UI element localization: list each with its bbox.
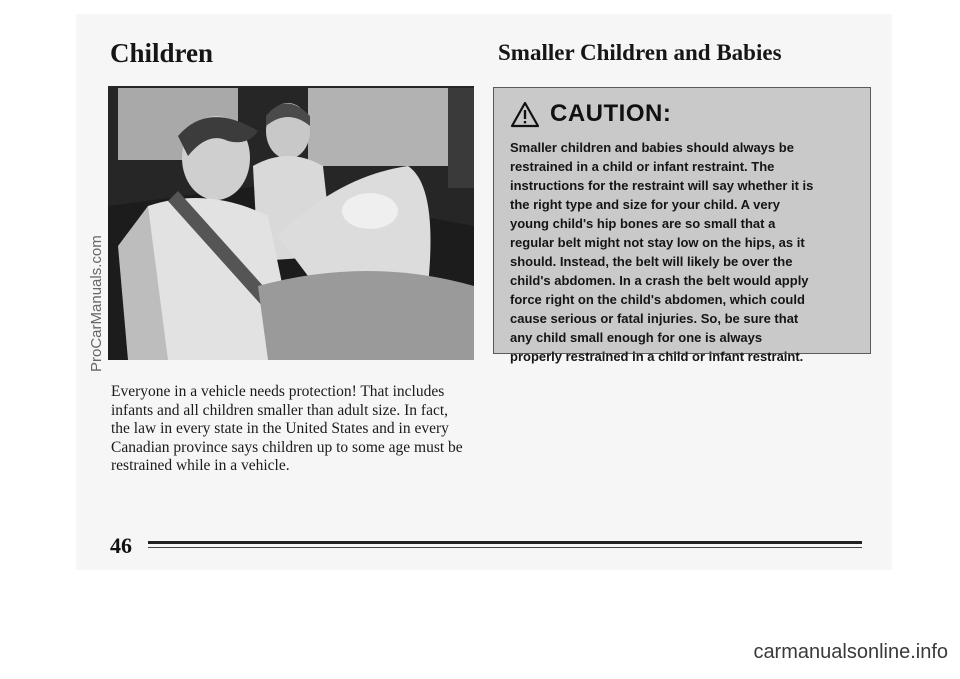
paragraph-line: Canadian province says children up to some age must be bbox=[111, 438, 463, 456]
paragraph-line: restrained while in a vehicle. bbox=[111, 457, 290, 475]
caution-header bbox=[510, 98, 671, 130]
caution-line: properly restrained in a child or infant restraint. bbox=[510, 349, 804, 364]
caution-line: the right type and size for your child. A very bbox=[510, 197, 780, 212]
caution-line: should. Instead, the belt will likely be over the bbox=[510, 254, 793, 269]
caution-line: cause serious or fatal injuries. So, be sure that bbox=[510, 311, 799, 326]
children-paragraph bbox=[111, 383, 476, 476]
caution-line: young child's hip bones are so small that a bbox=[510, 216, 776, 231]
caution-line: force right on the child's abdomen, which could bbox=[510, 292, 805, 307]
caution-line: instructions for the restraint will say whether it is bbox=[510, 178, 814, 193]
paragraph-line: the law in every state in the United States and in every bbox=[111, 420, 449, 438]
section-heading-smaller-children: Smaller Children and Babies bbox=[498, 40, 782, 65]
section-heading-children: Children bbox=[110, 38, 214, 68]
caution-text bbox=[510, 138, 864, 366]
child-seat-photo bbox=[108, 86, 474, 360]
caution-box bbox=[493, 87, 871, 364]
caution-line: regular belt might not stay low on the hips, as it bbox=[510, 235, 805, 250]
page-number: 46 bbox=[110, 533, 132, 558]
side-watermark: ProCarManuals.com bbox=[88, 235, 105, 372]
footer-rule bbox=[148, 541, 862, 544]
caution-line: child's abdomen. In a crash the belt would apply bbox=[510, 273, 809, 288]
caution-line: any child small enough for one is always bbox=[510, 330, 763, 345]
warning-triangle-icon bbox=[510, 101, 540, 128]
caution-title: CAUTION: bbox=[550, 100, 672, 127]
footer-rule-thin bbox=[148, 547, 862, 548]
paragraph-line: Everyone in a vehicle needs protection! That includes bbox=[111, 383, 445, 400]
caution-line: restrained in a child or infant restraint. The bbox=[510, 159, 775, 174]
bottom-watermark: carmanualsonline.info bbox=[753, 641, 948, 663]
paragraph-line: infants and all children smaller than adult size. In fact, bbox=[111, 401, 449, 419]
caution-line: Smaller children and babies should always be bbox=[510, 140, 794, 155]
